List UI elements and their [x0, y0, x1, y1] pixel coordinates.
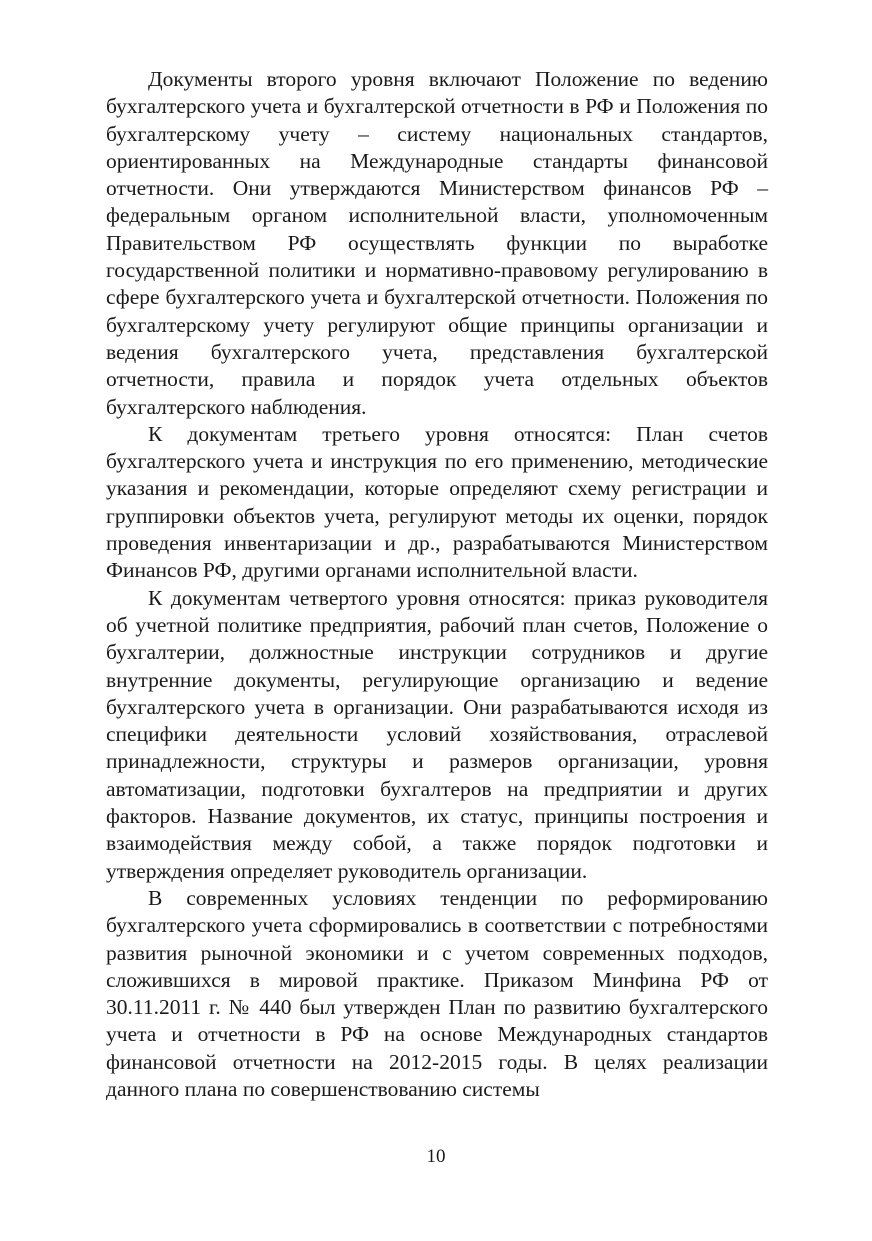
page-number: 10: [426, 1146, 446, 1167]
paragraph: К документам третьего уровня относятся: План счетов бухгалтерского учета и инструкция по его применению, методические указания и рекомендации, которые определяют схему регистрации и группировки объектов учета, регулируют методы их оценки, порядок проведения инвентаризации и др., разрабатываются Министерством Финансов РФ, другими органами исполнительной власти.: [106, 421, 768, 583]
paragraph: В современных условиях тенденции по реформированию бухгалтерского учета сформировались в соответствии с потребностями развития рыночной экономики и с учетом современных подходов, сложившихся в мировой практике. Приказом Минфина РФ от 30.11.2011 г. № 440 был утвержден План по развитию бухгалтерского учета и отчетности в РФ на основе Международных стандартов финансовой отчетности на 2012-2015 годы. В целях реализации данного плана по совершенствованию системы: [106, 885, 768, 1101]
paragraph: К документам четвертого уровня относятся: приказ руководителя об учетной политике предприятия, рабочий план счетов, Положение о бухгалтерии, должностные инструкции сотрудников и другие внутренние документы, регулирующие организацию и ведение бухгалтерского учета в организации. Они разрабатываются исходя из специфики деятельности условий хозяйствования, отраслевой принадлежности, структуры и размеров организации, уровня автоматизации, подготовки бухгалтеров на предприятии и других факторов. Название документов, их статус, принципы построения и взаимодействия между собой, а также порядок подготовки и утверждения определяет руководитель организации.: [106, 585, 768, 883]
paragraph: Документы второго уровня включают Положение по ведению бухгалтерского учета и бухгалтерской отчетности в РФ и Положения по бухгалтерскому учету – систему национальных стандартов, ориентированных на Международные стандарты финансовой отчетности. Они утверждаются Министерством финансов РФ – федеральным органом исполнительной власти, уполномоченным Правительством РФ осуществлять функции по выработке государственной политики и нормативно-правовому регулированию в сфере бухгалтерского учета и бухгалтерской отчетности. Положения по бухгалтерскому учету регулируют общие принципы организации и ведения бухгалтерского учета, представления бухгалтерской отчетности, правила и порядок учета отдельных объектов бухгалтерского наблюдения.: [106, 67, 768, 419]
body-text: [106, 66, 768, 1103]
